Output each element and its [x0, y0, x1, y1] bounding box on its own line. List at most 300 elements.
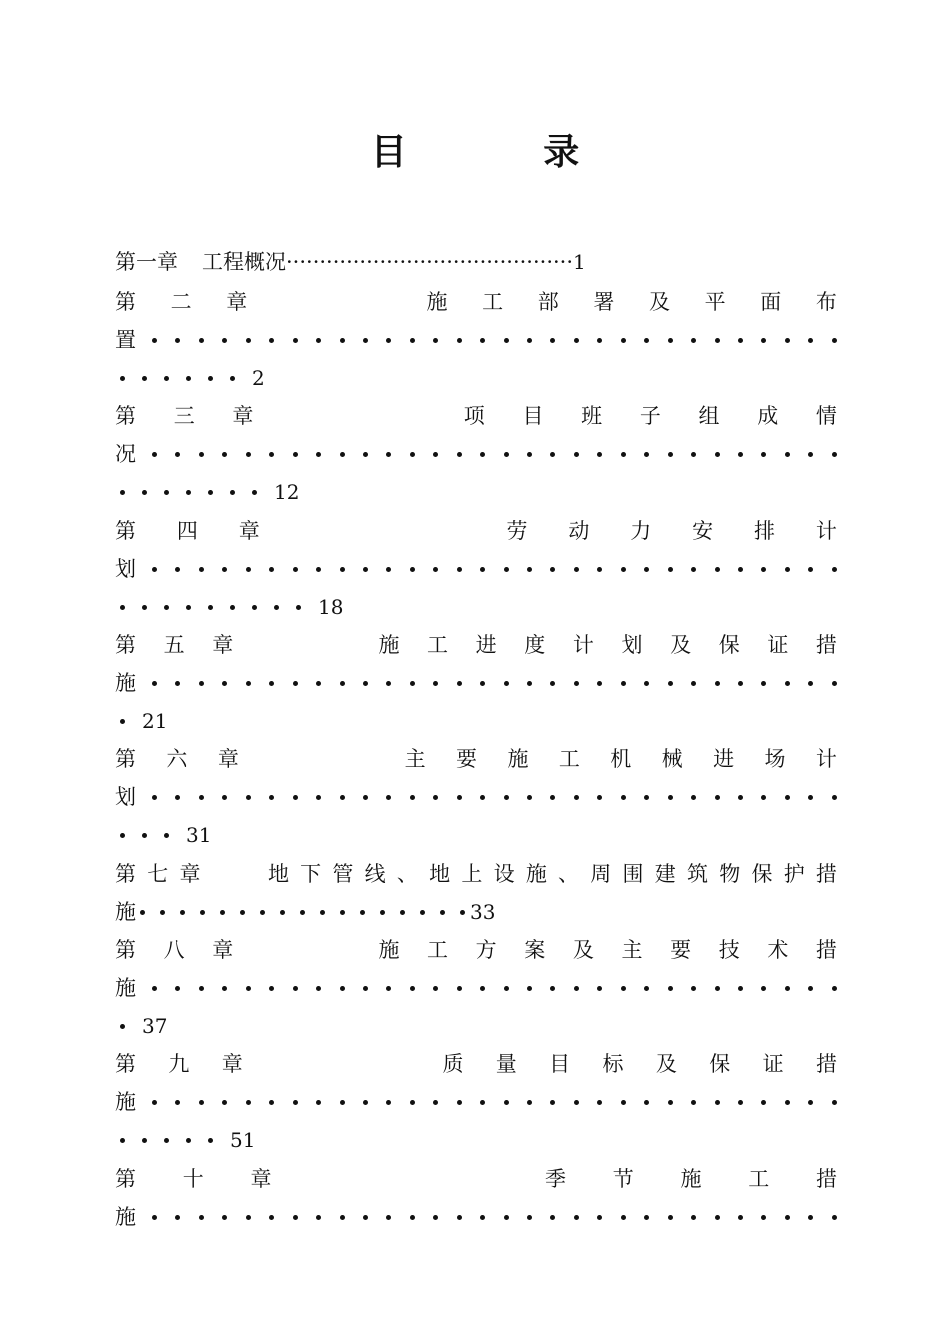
leader-dot	[142, 605, 147, 610]
leader-dot	[738, 1215, 743, 1220]
chapter-title-char: 下	[300, 862, 322, 886]
toc-entry-line[interactable]	[115, 626, 837, 664]
leader-dot	[316, 1100, 321, 1105]
chapter-title-char: 证	[767, 633, 789, 657]
leader-dot	[164, 833, 169, 838]
toc-entry-line[interactable]	[120, 702, 842, 740]
chapter-title-char: 管	[332, 862, 354, 886]
leader-dot	[457, 567, 462, 572]
toc-entry-line[interactable]	[115, 778, 837, 816]
chapter-title-char: 工	[748, 1167, 770, 1191]
leader-dot	[808, 986, 813, 991]
leader-dot	[199, 452, 204, 457]
chapter-title-char: 计	[815, 747, 837, 771]
leader-dot	[644, 1100, 649, 1105]
leader-dot	[597, 986, 602, 991]
leader-dot	[457, 452, 462, 457]
leader-dot	[574, 1215, 579, 1220]
toc-entry-line[interactable]	[115, 512, 837, 550]
chapter-title-char: 排	[754, 519, 775, 543]
leader-dot	[644, 795, 649, 800]
chapter-title-char: 施	[378, 633, 400, 657]
leader-dot	[175, 1100, 180, 1105]
leader-dot	[597, 567, 602, 572]
chapter-number-char: 二	[170, 290, 192, 314]
leader-dot	[738, 567, 743, 572]
leader-dot	[316, 986, 321, 991]
leader-dot	[363, 338, 368, 343]
chapter-number-char: 第	[115, 862, 136, 886]
leader-dot	[316, 795, 321, 800]
leader-dot	[504, 567, 509, 572]
leader-dot	[293, 681, 298, 686]
leader-dot	[152, 986, 157, 991]
leader-dot	[269, 1215, 274, 1220]
leader-dot	[410, 567, 415, 572]
leader-dot	[504, 795, 509, 800]
chapter-number-char: 四	[176, 519, 198, 543]
leader-dot	[363, 452, 368, 457]
leader-dot	[269, 452, 274, 457]
toc-entry-line[interactable]	[115, 1083, 837, 1121]
leader-dot	[433, 1215, 438, 1220]
toc-entry-line[interactable]	[120, 1007, 842, 1045]
leader-dot	[222, 795, 227, 800]
leader-dot	[199, 338, 204, 343]
leader-dot	[208, 490, 213, 495]
leader-dot	[120, 1024, 125, 1029]
chapter-title-char: 部	[537, 290, 559, 314]
chapter-title-char: 施	[115, 976, 136, 1000]
leader-dot	[597, 338, 602, 343]
leader-dot	[164, 376, 169, 381]
toc-entry-line[interactable]	[120, 359, 842, 397]
leader-dot	[621, 567, 626, 572]
leader-dot	[199, 1100, 204, 1105]
toc-entry-line[interactable]	[115, 1160, 837, 1198]
leader-dot	[457, 986, 462, 991]
leader-dot	[293, 452, 298, 457]
chapter-number-char: 第	[115, 1052, 136, 1076]
leader-dot	[186, 490, 191, 495]
leader-dot	[260, 910, 265, 915]
leader-dot	[480, 986, 485, 991]
chapter-title: 工程概况	[202, 250, 286, 274]
leader-dot	[668, 1215, 673, 1220]
leader-dot	[761, 681, 766, 686]
leader-dot	[199, 567, 204, 572]
chapter-title-char: 目	[522, 404, 544, 428]
leader-dot	[808, 795, 813, 800]
leader-dot	[160, 910, 165, 915]
toc-entry-line[interactable]	[115, 740, 837, 778]
leader-dot	[340, 338, 345, 343]
leader-dot	[715, 1100, 720, 1105]
leader-dot	[293, 986, 298, 991]
chapter-title-char: 主	[621, 938, 643, 962]
toc-entry-line[interactable]	[120, 588, 842, 626]
chapter-title-char: 方	[475, 938, 497, 962]
leader-dot	[152, 567, 157, 572]
leader-dot	[222, 452, 227, 457]
leader-dot	[480, 1100, 485, 1105]
leader-dot	[222, 681, 227, 686]
chapter-number-char: 第	[115, 633, 136, 657]
leader-dot	[644, 681, 649, 686]
chapter-title-char: 保	[751, 862, 773, 886]
leader-dot	[715, 567, 720, 572]
chapter-title-char: 周	[590, 862, 612, 886]
leader-dot	[199, 1215, 204, 1220]
page-number: 12	[274, 480, 300, 504]
leader-dot	[175, 986, 180, 991]
leader-dot	[440, 910, 445, 915]
leader-dot	[152, 338, 157, 343]
leader-dot	[480, 1215, 485, 1220]
leader-dot	[140, 910, 145, 915]
leader-dot	[152, 1100, 157, 1105]
leader-dot	[363, 986, 368, 991]
spacer	[282, 283, 392, 321]
leader-dot	[293, 795, 298, 800]
leader-dot	[832, 986, 837, 991]
leader-dot	[691, 986, 696, 991]
leader-dot	[574, 795, 579, 800]
toc-entry-line[interactable]	[120, 816, 842, 854]
toc-entry-line[interactable]	[115, 893, 837, 931]
leader-dot	[691, 338, 696, 343]
leader-dot	[738, 1100, 743, 1105]
chapter-number-char: 十	[182, 1167, 204, 1191]
chapter-title-char: 线	[364, 862, 386, 886]
leader-dot	[715, 795, 720, 800]
toc-entry-line[interactable]	[115, 435, 837, 473]
leader-dot	[785, 1100, 790, 1105]
leader-dot	[433, 1100, 438, 1105]
chapter-number-char: 第	[115, 404, 136, 428]
leader-dot	[668, 1100, 673, 1105]
chapter-title-char: 标	[602, 1052, 624, 1076]
leader-dot	[691, 795, 696, 800]
leader-dot	[574, 986, 579, 991]
leader-dot	[715, 338, 720, 343]
leader-dot	[186, 376, 191, 381]
chapter-title-char: 物	[719, 862, 741, 886]
leader-dot	[230, 605, 235, 610]
leader-dot	[152, 795, 157, 800]
leader-dot	[504, 1100, 509, 1105]
leader-dot	[597, 1215, 602, 1220]
leader-dot	[738, 681, 743, 686]
leader-dot	[574, 567, 579, 572]
leader-dot	[230, 490, 235, 495]
leader-dot	[175, 795, 180, 800]
leader-dot	[120, 605, 125, 610]
chapter-number-char: 八	[163, 938, 185, 962]
leader-dot	[785, 795, 790, 800]
toc-entry-line[interactable]	[115, 321, 837, 359]
chapter-title-char: 上	[461, 862, 483, 886]
toc-entry-line[interactable]	[120, 473, 842, 511]
leader-dot	[340, 910, 345, 915]
leader-dot	[621, 452, 626, 457]
leader-dot	[550, 1215, 555, 1220]
leader-dot	[222, 1100, 227, 1105]
spacer	[318, 1160, 498, 1198]
chapter-title-char: 面	[760, 290, 782, 314]
leader-dot	[621, 338, 626, 343]
leader-dots: ···········································	[286, 250, 574, 274]
leader-dot	[480, 795, 485, 800]
leader-dot	[246, 986, 251, 991]
leader-dot	[808, 338, 813, 343]
leader-dot	[142, 376, 147, 381]
leader-dot	[550, 986, 555, 991]
chapter-title-char: 措	[815, 862, 837, 886]
leader-dot	[386, 1100, 391, 1105]
leader-dot	[340, 681, 345, 686]
chapter-title-char: 劳	[506, 519, 528, 543]
leader-dot	[574, 338, 579, 343]
leader-dot	[175, 452, 180, 457]
leader-dot	[300, 910, 305, 915]
leader-dot	[527, 1215, 532, 1220]
chapter-title-char: 地	[429, 862, 451, 886]
page-number: 1	[573, 250, 586, 274]
chapter-title-char: 措	[815, 938, 837, 962]
toc-entry-line[interactable]	[115, 283, 837, 321]
leader-dot	[597, 1100, 602, 1105]
leader-dot	[457, 681, 462, 686]
leader-dot	[410, 338, 415, 343]
leader-dot	[621, 1215, 626, 1220]
leader-dot	[668, 338, 673, 343]
page-number: 37	[142, 1014, 168, 1038]
leader-dot	[363, 795, 368, 800]
toc-entry-line[interactable]	[115, 1045, 837, 1083]
chapter-title-char: 划	[115, 557, 136, 581]
leader-dot	[274, 605, 279, 610]
leader-dot	[120, 1138, 125, 1143]
leader-dot	[316, 338, 321, 343]
chapter-title-char: 围	[622, 862, 644, 886]
leader-dot	[340, 1215, 345, 1220]
chapter-title-char: 要	[456, 747, 478, 771]
leader-dot	[761, 452, 766, 457]
page-number: 2	[252, 366, 265, 390]
leader-dots	[152, 795, 837, 800]
leader-dot	[621, 986, 626, 991]
leader-dot	[199, 795, 204, 800]
toc-entry-line[interactable]	[115, 243, 837, 281]
leader-dot	[208, 1138, 213, 1143]
chapter-title-char: 安	[692, 519, 714, 543]
leader-dot	[457, 338, 462, 343]
leader-dot	[527, 795, 532, 800]
leader-dot	[175, 681, 180, 686]
chapter-title-char: 成	[757, 404, 779, 428]
chapter-title-char: 计	[815, 519, 837, 543]
leader-dot	[785, 986, 790, 991]
leader-dot	[832, 1215, 837, 1220]
leader-dot	[457, 795, 462, 800]
leader-dot	[186, 1138, 191, 1143]
page-number: 21	[142, 709, 168, 733]
chapter-title-char: 季	[545, 1167, 566, 1191]
leader-dot	[457, 1215, 462, 1220]
chapter-title-char: 保	[718, 633, 740, 657]
leader-dot	[761, 986, 766, 991]
leader-dot	[152, 452, 157, 457]
leader-dot	[340, 567, 345, 572]
chapter-title-char: 施	[507, 747, 529, 771]
chapter-title-char: 案	[524, 938, 546, 962]
toc-entry-line[interactable]	[115, 1198, 837, 1236]
chapter-title-char: 施	[115, 1090, 136, 1114]
leader-dot	[460, 910, 465, 915]
chapter-title-char: 主	[404, 747, 426, 771]
leader-dot	[691, 567, 696, 572]
chapter-title-char: 施	[680, 1167, 702, 1191]
chapter-title-char: 工	[482, 290, 504, 314]
toc-entry-line[interactable]	[115, 397, 837, 435]
leader-dot	[386, 338, 391, 343]
chapter-title-char: 措	[815, 1052, 837, 1076]
leader-dot	[246, 338, 251, 343]
chapter-title-char: 进	[713, 747, 735, 771]
leader-dot	[410, 986, 415, 991]
chapter-title-char: 施	[115, 900, 136, 924]
leader-dot	[120, 376, 125, 381]
chapter-title-char: 证	[762, 1052, 784, 1076]
chapter-title-char: 布	[815, 290, 837, 314]
chapter-number-char: 章	[212, 633, 234, 657]
toc-entry-line[interactable]	[120, 1121, 842, 1159]
spacer	[291, 397, 426, 435]
page-number: 18	[318, 595, 344, 619]
spacer	[301, 512, 466, 550]
leader-dot	[761, 1215, 766, 1220]
chapter-title-char: 量	[495, 1052, 517, 1076]
leader-dot	[668, 681, 673, 686]
leader-dot	[738, 986, 743, 991]
chapter-title-char: 工	[427, 938, 449, 962]
leader-dot	[808, 681, 813, 686]
leader-dot	[832, 567, 837, 572]
leader-dot	[199, 986, 204, 991]
leader-dot	[363, 681, 368, 686]
chapter-title-char: 工	[558, 747, 580, 771]
toc-entry-line[interactable]	[115, 931, 837, 969]
spacer	[269, 740, 374, 778]
leader-dot	[832, 1100, 837, 1105]
leader-dot	[410, 452, 415, 457]
chapter-title-char: 子	[639, 404, 661, 428]
leader-dot	[785, 681, 790, 686]
leader-dot	[340, 795, 345, 800]
leader-dot	[785, 452, 790, 457]
leader-dot	[380, 910, 385, 915]
leader-dot	[246, 1215, 251, 1220]
leader-dot	[340, 452, 345, 457]
leader-dot	[363, 567, 368, 572]
chapter-title-char: 工	[427, 633, 449, 657]
leader-dot	[715, 452, 720, 457]
leader-dot	[504, 1215, 509, 1220]
chapter-title-char: 筑	[686, 862, 708, 886]
leader-dot	[761, 567, 766, 572]
chapter-title-char: 力	[630, 519, 652, 543]
toc-entry-line[interactable]	[115, 969, 837, 1007]
leader-dot	[142, 1138, 147, 1143]
leader-dot	[738, 338, 743, 343]
leader-dot	[246, 795, 251, 800]
leader-dot	[316, 452, 321, 457]
leader-dot	[222, 338, 227, 343]
leader-dot	[175, 1215, 180, 1220]
leader-dot	[269, 338, 274, 343]
leader-dot	[293, 1215, 298, 1220]
chapter-title-char: 节	[612, 1167, 634, 1191]
leader-dot	[269, 795, 274, 800]
chapter-title-char: 划	[621, 633, 643, 657]
chapter-title-char: 措	[816, 1167, 837, 1191]
leader-dot	[293, 338, 298, 343]
chapter-title-char: 措	[815, 633, 837, 657]
leader-dot	[691, 452, 696, 457]
spacer	[261, 626, 351, 664]
chapter-number-char: 第	[115, 747, 136, 771]
leader-dot	[738, 452, 743, 457]
chapter-number-char: 章	[238, 519, 260, 543]
leader-dots	[152, 681, 837, 686]
leader-dot	[550, 795, 555, 800]
leader-dot	[480, 452, 485, 457]
leader-dot	[715, 681, 720, 686]
chapter-title-char: 设	[493, 862, 515, 886]
leader-dot	[152, 681, 157, 686]
leader-dot	[269, 681, 274, 686]
leader-dot	[832, 681, 837, 686]
chapter-title-char: 动	[568, 519, 590, 543]
leader-dot	[761, 338, 766, 343]
chapter-number-char: 第	[115, 519, 136, 543]
leader-dot	[504, 681, 509, 686]
leader-dot	[433, 986, 438, 991]
chapter-title-char: 术	[767, 938, 789, 962]
leader-dot	[164, 605, 169, 610]
leader-dot	[668, 452, 673, 457]
leader-dots	[152, 1215, 837, 1220]
leader-dot	[320, 910, 325, 915]
leader-dot	[668, 567, 673, 572]
toc-entry-line[interactable]	[115, 855, 837, 893]
leader-dot	[597, 452, 602, 457]
toc-entry-line[interactable]	[115, 550, 837, 588]
leader-dot	[410, 681, 415, 686]
chapter-title-char: 组	[698, 404, 720, 428]
leader-dot	[142, 490, 147, 495]
leader-dot	[738, 795, 743, 800]
page-number: 51	[230, 1128, 256, 1152]
chapter-number-char: 章	[217, 747, 239, 771]
chapter-number-char: 五	[163, 633, 185, 657]
chapter-number-char: 七	[147, 862, 169, 886]
chapter-number-char: 第	[115, 938, 136, 962]
toc-entry-line[interactable]	[115, 664, 837, 702]
leader-dot	[386, 452, 391, 457]
leader-dot	[433, 681, 438, 686]
